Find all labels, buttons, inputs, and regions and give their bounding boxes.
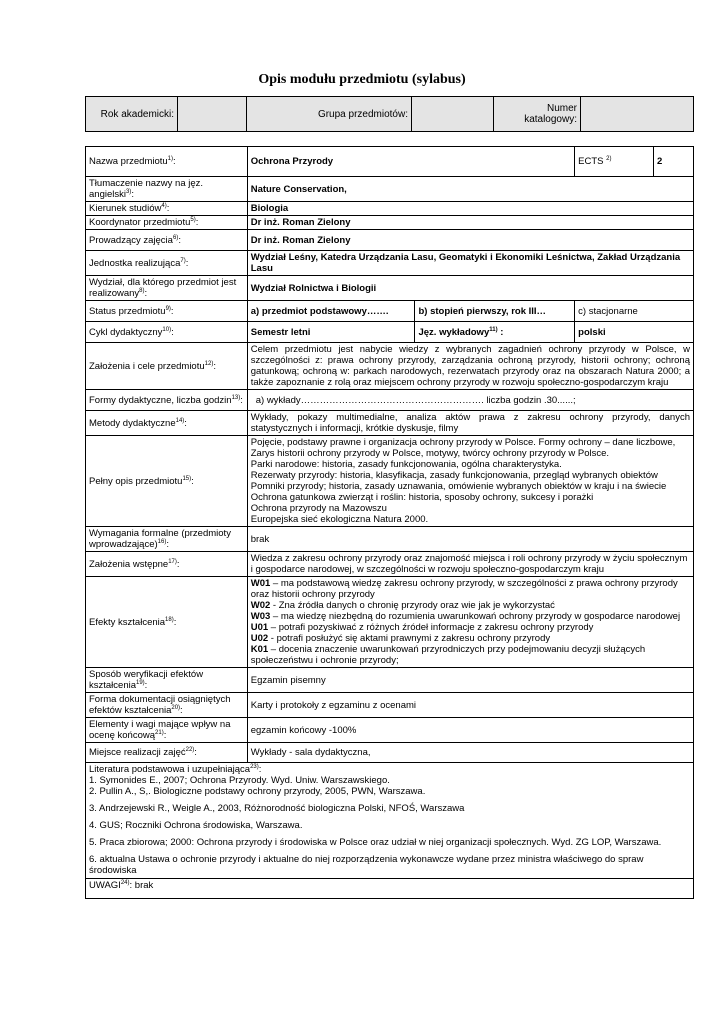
grading-label: Elementy i wagi mające wpływ na ocenę końcową$^{21)}$: xyxy=(86,718,248,743)
row-grading xyxy=(86,718,694,743)
catalog-number-field[interactable] xyxy=(581,97,694,132)
forms-label: Formy dydaktyczne, liczba godzin$^{13)}$: xyxy=(86,390,248,411)
learning-outcomes-value xyxy=(247,577,693,668)
cycle-label: Cykl dydaktyczny$^{10)}$: xyxy=(86,322,248,343)
objectives-value: Celem przedmiotu jest nabycie wiedzy z wybranych zagadnień ochrony przyrody w Polsce, w szczególności z: prawa ochrony przyrody, zarządzania ochroną przyrody, historii ochrony; ochroną gatunkową; ochroną w: parkach narodowych, rezerwatach przyrody oraz na obszarach Natura 2000; a także zapoznanie z rolą oraz miejscem ochrony przyrody w rozwoju społeczno-gospodarczym kraju xyxy=(247,343,693,390)
row-learning-outcomes xyxy=(86,577,694,668)
academic-year-label: Rok akademicki: xyxy=(86,97,178,132)
description-line: Europejska sieć ekologiczna Natura 2000. xyxy=(250,514,429,525)
description-line: Ochrona przyrody na Mazowszu xyxy=(250,503,387,514)
literature-item: 2. Pullin A., S,. Biologiczne podstawy ochrony przyrody, 2005, PWN, Warszawa. xyxy=(89,786,426,797)
row-unit xyxy=(86,251,694,276)
row-course-name xyxy=(86,147,694,177)
literature-item: 3. Andrzejewski R., Weigle A., 2003, Różnorodność biologiczna Polski, NFOŚ, Warszawa xyxy=(89,803,465,814)
translation-value: Nature Conservation, xyxy=(247,177,693,202)
faculty-label: Wydział, dla którego przedmiot jest realizowany$^{8)}$: xyxy=(86,276,248,301)
description-line: Pomniki przyrody; historia, zasady uznawania, omówienie wybranych obiektów w kraju i na świecie xyxy=(250,481,667,492)
full-description-value xyxy=(247,436,693,527)
translation-label: Tłumaczenie nazwy na jęz. angielski$^{3)}$: xyxy=(86,177,248,202)
status-mode-value: c) stacjonarne xyxy=(575,301,694,322)
description-line: Parki narodowe: historia, zasady funkcjonowania, ogólna charakterystyka. xyxy=(250,459,562,470)
description-line: Rezerwaty przyrody: historia, klasyfikacja, zasady funkcjonowania, przegląd wybranych obiektów xyxy=(250,470,658,481)
literature-label: Literatura podstawowa i uzupełniająca$^{23)}$: xyxy=(89,763,262,775)
status-level-value: b) stopień pierwszy, rok III… xyxy=(415,301,575,322)
row-field-of-study xyxy=(86,202,694,216)
literature-item: 1. Symonides E., 2007; Ochrona Przyrody. Wyd. Uniw. Warszawskiego. xyxy=(89,775,390,786)
field-of-study-label: Kierunek studiów$^{4)}$: xyxy=(86,202,248,216)
course-name-label: Nazwa przedmiotu$^{1)}$: xyxy=(86,147,248,177)
catalog-number-label: Numer katalogowy: xyxy=(494,97,581,132)
formal-requirements-label: Wymagania formalne (przedmioty wprowadzające)$^{16)}$: xyxy=(86,527,248,552)
outcome-item: W02 - Zna źródła danych o chronię przyrody oraz wie jak je wykorzystać xyxy=(250,600,555,611)
methods-label: Metody dydaktyczne$^{14)}$: xyxy=(86,411,248,436)
row-verification xyxy=(86,668,694,693)
status-type-value: a) przedmiot podstawowy……. xyxy=(247,301,415,322)
objectives-label: Założenia i cele przedmiotu$^{12)}$: xyxy=(86,343,248,390)
ects-label: ECTS $^{2)}$ xyxy=(575,147,654,177)
cycle-value: Semestr letni xyxy=(247,322,415,343)
notes-cell: UWAGI$^{24)}$: brak xyxy=(86,879,694,899)
full-description-label: Pełny opis przedmiotu$^{15)}$: xyxy=(86,436,248,527)
language-label: Jęz. wykładowy$^{11)}$ : xyxy=(415,322,575,343)
literature-item: 5. Praca zbiorowa; 2000: Ochrona przyrody i środowiska w Polsce oraz udział w niej organizacji społecznych. Wyd. ZG LOP, Warszawa. xyxy=(89,837,662,848)
row-coordinator xyxy=(86,216,694,230)
row-location xyxy=(86,743,694,763)
language-value: polski xyxy=(575,322,694,343)
grading-value: egzamin końcowy -100% xyxy=(247,718,693,743)
literature-item: 6. aktualna Ustawa o ochronie przyrody i aktualne do niej rozporządzenia wykonawcze wydane przez ministra właściwego do spraw środowiska xyxy=(89,854,644,876)
ects-value: 2 xyxy=(654,147,694,177)
outcome-item: W03 – ma wiedzę niezbędną do rozumienia uwarunkowań ochrony przyrody w gospodarce narodowej xyxy=(250,611,681,622)
outcome-item: W01 – ma podstawową wiedzę zakresu ochrony przyrody, w szczególności z prawa ochrony przyrody oraz historii ochrony przyrody xyxy=(250,578,678,600)
course-group-label: Grupa przedmiotów: xyxy=(247,97,412,132)
course-name-value: Ochrona Przyrody xyxy=(247,147,574,177)
row-prerequisites xyxy=(86,552,694,577)
row-faculty xyxy=(86,276,694,301)
lecturer-label: Prowadzący zajęcia$^{6)}$: xyxy=(86,230,248,251)
unit-label: Jednostka realizująca$^{7)}$: xyxy=(86,251,248,276)
lecturer-value: Dr inż. Roman Zielony xyxy=(247,230,693,251)
prerequisites-value: Wiedza z zakresu ochrony przyrody oraz znajomość miejsca i roli ochrony przyrody w życiu społecznym i gospodarce narodowej, w szczególności w rozwoju społeczno-gospodarczym kraju xyxy=(247,552,693,577)
row-cycle xyxy=(86,322,694,343)
faculty-value: Wydział Rolnictwa i Biologii xyxy=(247,276,693,301)
literature-item: 4. GUS; Roczniki Ochrona środowiska, Warszawa. xyxy=(89,820,303,831)
document-title: Opis modułu przedmiotu (sylabus) xyxy=(258,72,466,87)
row-notes xyxy=(86,879,694,899)
academic-year-field[interactable] xyxy=(178,97,247,132)
outcome-item: U01 – potrafi pozyskiwać z różnych źródeł informacje z zakresu ochrony przyrody xyxy=(250,622,594,633)
verification-label: Sposób weryfikacji efektów kształcenia$^{19)}$: xyxy=(86,668,248,693)
location-label: Miejsce realizacji zajęć$^{22)}$: xyxy=(86,743,248,763)
coordinator-label: Koordynator przedmiotu$^{5)}$: xyxy=(86,216,248,230)
forms-value: a) wykłady…………………………………………………. liczba godzin .30......; xyxy=(247,390,693,411)
syllabus-table xyxy=(85,146,694,899)
documentation-value: Karty i protokoły z egzaminu z ocenami xyxy=(247,693,693,718)
status-label: Status przedmiotu$^{9)}$: xyxy=(86,301,248,322)
location-value: Wykłady - sala dydaktyczna, xyxy=(247,743,693,763)
row-forms xyxy=(86,390,694,411)
row-literature xyxy=(86,763,694,879)
prerequisites-label: Założenia wstępne$^{17)}$: xyxy=(86,552,248,577)
outcome-item: U02 - potrafi posłużyć się aktami prawnymi z zakresu ochrony przyrody xyxy=(250,633,551,644)
row-methods xyxy=(86,411,694,436)
description-line: Zarys historii ochrony przyrody w Polsce, motywy, twórcy ochrony przyrody w Polsce. xyxy=(250,448,610,459)
description-line: Pojęcie, podstawy prawne i organizacja ochrony przyrody w Polsce. Formy ochrony – dane liczbowe, xyxy=(250,437,676,448)
row-status xyxy=(86,301,694,322)
row-full-description xyxy=(86,436,694,527)
row-documentation xyxy=(86,693,694,718)
row-lecturer xyxy=(86,230,694,251)
coordinator-value: Dr inż. Roman Zielony xyxy=(247,216,693,230)
outcome-item: K01 – docenia znaczenie uwarunkowań przyrodniczych przy podejmowaniu decyzji służących społeczeństwu i ochronie przyrody; xyxy=(250,644,646,666)
methods-value: Wykłady, pokazy multimedialne, analiza aktów prawa z zakresu ochrony przyrody, danych statystycznych i informacji, krótkie dyskusje, filmy xyxy=(247,411,693,436)
learning-outcomes-label: Efekty kształcenia$^{18)}$: xyxy=(86,577,248,668)
row-formal-requirements xyxy=(86,527,694,552)
field-of-study-value: Biologia xyxy=(247,202,693,216)
description-line: Ochrona gatunkowa zwierząt i roślin: historia, sposoby ochrony, sukcesy i porażki xyxy=(250,492,594,503)
documentation-label: Forma dokumentacji osiągniętych efektów kształcenia$^{20)}$: xyxy=(86,693,248,718)
course-group-field[interactable] xyxy=(412,97,494,132)
literature-cell xyxy=(86,763,694,879)
formal-requirements-value: brak xyxy=(247,527,693,552)
row-objectives xyxy=(86,343,694,390)
row-translation xyxy=(86,177,694,202)
header-table xyxy=(85,96,694,132)
unit-value: Wydział Leśny, Katedra Urządzania Lasu, Geomatyki i Ekonomiki Leśnictwa, Zakład Urządzania Lasu xyxy=(247,251,693,276)
verification-value: Egzamin pisemny xyxy=(247,668,693,693)
